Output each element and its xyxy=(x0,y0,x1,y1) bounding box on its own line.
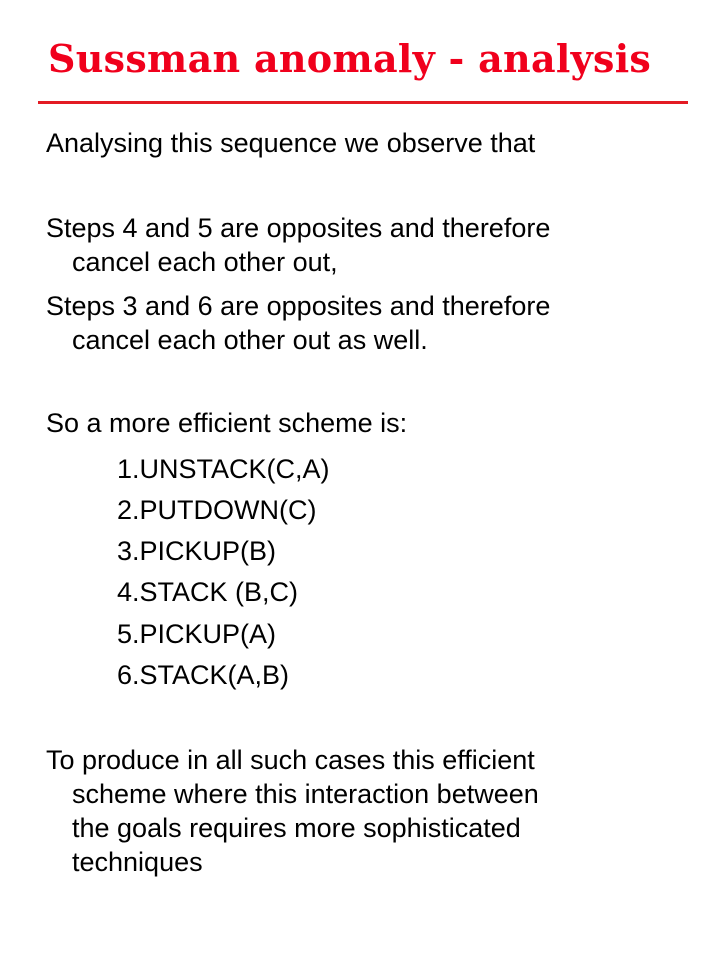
conclusion-line-4: techniques xyxy=(72,847,203,877)
step-item: 3.PICKUP(B) xyxy=(117,536,277,566)
step-item: 2.PUTDOWN(C) xyxy=(117,495,317,525)
observation-1-line-1: Steps 4 and 5 are opposites and therefore xyxy=(46,213,551,243)
conclusion xyxy=(46,743,686,879)
observation-1-line-2: cancel each other out, xyxy=(72,247,338,277)
conclusion-line-1: To produce in all such cases this efficient xyxy=(46,745,535,775)
step-item: 4.STACK (B,C) xyxy=(117,577,299,607)
intro-text: Analysing this sequence we observe that xyxy=(46,128,536,158)
scheme-intro: So a more efficient scheme is: xyxy=(46,408,408,438)
conclusion-line-3: the goals requires more sophisticated xyxy=(72,813,521,843)
observation-2-line-2: cancel each other out as well. xyxy=(72,325,428,355)
step-item: 5.PICKUP(A) xyxy=(117,619,277,649)
observation-1 xyxy=(46,211,686,279)
conclusion-line-2: scheme where this interaction between xyxy=(72,779,539,809)
step-item: 6.STACK(A,B) xyxy=(117,660,290,690)
title-divider xyxy=(38,101,688,104)
observation-2 xyxy=(46,289,686,357)
observation-2-line-1: Steps 3 and 6 are opposites and therefore xyxy=(46,291,551,321)
slide-title: Sussman anomaly - analysis xyxy=(48,36,652,81)
step-item: 1.UNSTACK(C,A) xyxy=(117,454,330,484)
